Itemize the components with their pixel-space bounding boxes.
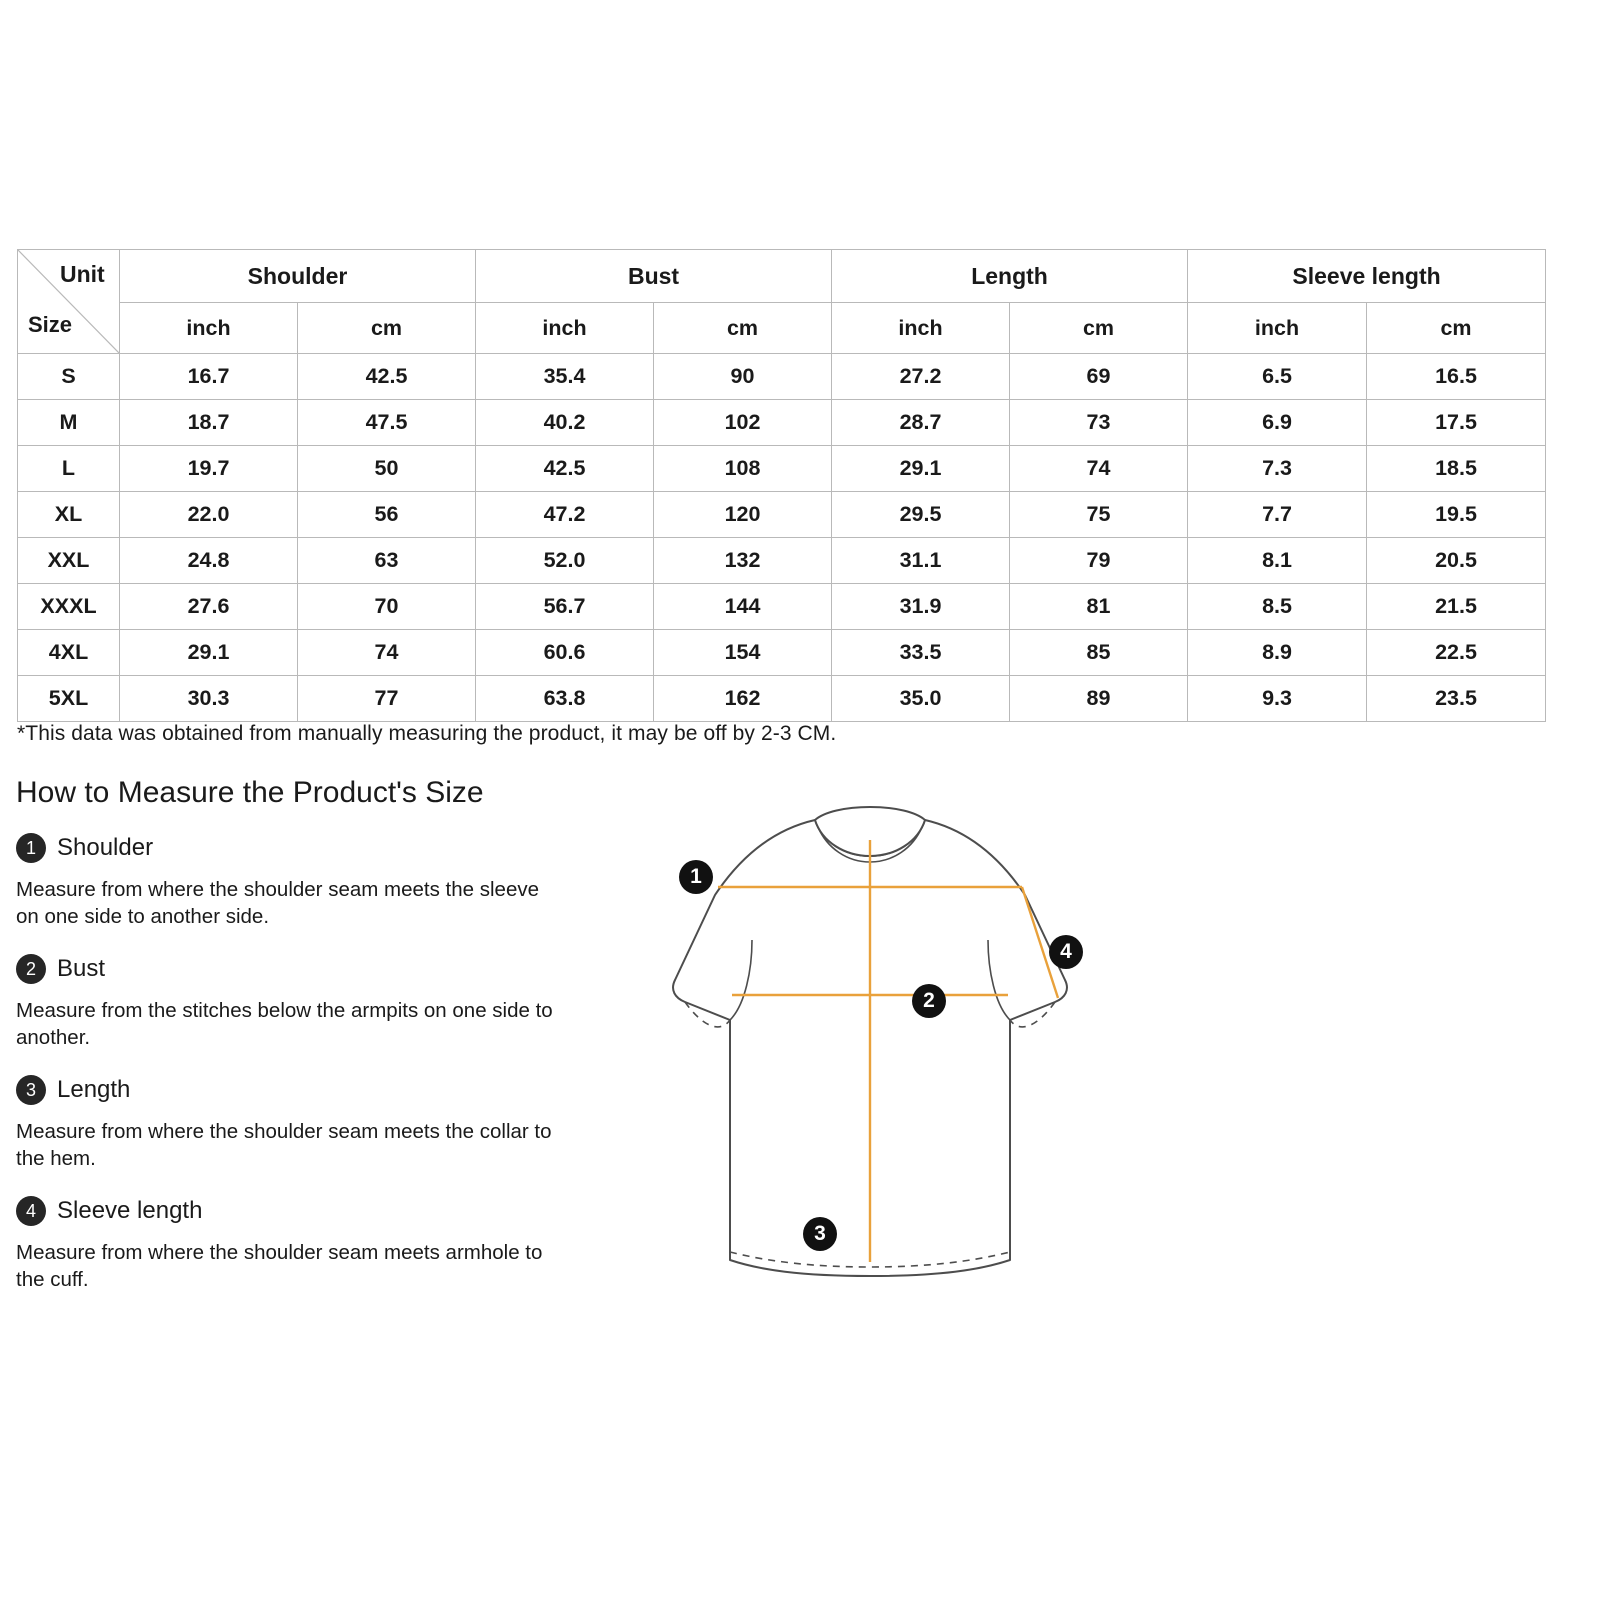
cell: 7.7 bbox=[1188, 492, 1367, 538]
step-number-badge: 3 bbox=[16, 1075, 46, 1105]
cell: 22.0 bbox=[120, 492, 298, 538]
cell: 73 bbox=[1010, 400, 1188, 446]
step-header bbox=[16, 954, 576, 984]
cell: 74 bbox=[1010, 446, 1188, 492]
cell: 154 bbox=[654, 630, 832, 676]
subheader-shoulder-cm: cm bbox=[298, 303, 476, 354]
cell: 120 bbox=[654, 492, 832, 538]
subheader-bust-cm: cm bbox=[654, 303, 832, 354]
row-size-label: S bbox=[18, 354, 120, 400]
table-row bbox=[18, 584, 1546, 630]
cell: 47.5 bbox=[298, 400, 476, 446]
row-size-label: M bbox=[18, 400, 120, 446]
step-description: Measure from where the shoulder seam meets armhole to the cuff. bbox=[16, 1241, 543, 1292]
cell: 8.5 bbox=[1188, 584, 1367, 630]
cell: 74 bbox=[298, 630, 476, 676]
table-row bbox=[18, 538, 1546, 584]
step-shoulder bbox=[16, 833, 576, 930]
cell: 144 bbox=[654, 584, 832, 630]
subheader-sleeve-cm: cm bbox=[1367, 303, 1546, 354]
group-header-shoulder: Shoulder bbox=[120, 250, 476, 303]
cell: 18.5 bbox=[1367, 446, 1546, 492]
row-size-label: 5XL bbox=[18, 676, 120, 722]
cell: 69 bbox=[1010, 354, 1188, 400]
step-description: Measure from where the shoulder seam meets the sleeve on one side to another side. bbox=[16, 878, 540, 929]
cell: 42.5 bbox=[476, 446, 654, 492]
step-bust bbox=[16, 954, 576, 1051]
step-title: Sleeve length bbox=[57, 1197, 203, 1225]
step-title: Shoulder bbox=[57, 834, 154, 861]
table-row bbox=[18, 400, 1546, 446]
size-label: Size bbox=[28, 312, 73, 337]
cell: 33.5 bbox=[832, 630, 1010, 676]
cell: 63.8 bbox=[476, 676, 654, 722]
cell: 108 bbox=[654, 446, 832, 492]
cell: 29.1 bbox=[120, 630, 298, 676]
cell: 52.0 bbox=[476, 538, 654, 584]
table-header-groups bbox=[18, 250, 1546, 303]
cell: 81 bbox=[1010, 584, 1188, 630]
step-header bbox=[16, 1075, 576, 1105]
cell: 9.3 bbox=[1188, 676, 1367, 722]
cell: 7.3 bbox=[1188, 446, 1367, 492]
tshirt-illustration-icon bbox=[640, 790, 1140, 1310]
table-row bbox=[18, 676, 1546, 722]
cell: 30.3 bbox=[120, 676, 298, 722]
diagram-marker-2: 2 bbox=[912, 984, 946, 1018]
cell: 85 bbox=[1010, 630, 1188, 676]
cell: 132 bbox=[654, 538, 832, 584]
cell: 8.1 bbox=[1188, 538, 1367, 584]
step-number-badge: 1 bbox=[16, 833, 46, 863]
cell: 27.2 bbox=[832, 354, 1010, 400]
subheader-shoulder-inch: inch bbox=[120, 303, 298, 354]
group-header-bust: Bust bbox=[476, 250, 832, 303]
group-header-sleeve-length: Sleeve length bbox=[1188, 250, 1546, 303]
subheader-bust-inch: inch bbox=[476, 303, 654, 354]
diagram-marker-4: 4 bbox=[1049, 935, 1083, 969]
row-size-label: L bbox=[18, 446, 120, 492]
table-row bbox=[18, 492, 1546, 538]
cell: 70 bbox=[298, 584, 476, 630]
cell: 42.5 bbox=[298, 354, 476, 400]
step-number-badge: 4 bbox=[16, 1196, 46, 1226]
step-title: Length bbox=[57, 1076, 131, 1104]
size-chart-table-wrapper bbox=[17, 249, 1545, 722]
subheader-sleeve-inch: inch bbox=[1188, 303, 1367, 354]
unit-label: Unit bbox=[60, 261, 105, 287]
cell: 6.9 bbox=[1188, 400, 1367, 446]
cell: 56.7 bbox=[476, 584, 654, 630]
cell: 18.7 bbox=[120, 400, 298, 446]
measurement-footnote: *This data was obtained from manually measuring the product, it may be off by 2-3 CM. bbox=[17, 722, 837, 745]
cell: 35.0 bbox=[832, 676, 1010, 722]
cell: 16.5 bbox=[1367, 354, 1546, 400]
cell: 60.6 bbox=[476, 630, 654, 676]
step-description: Measure from where the shoulder seam meets the collar to the hem. bbox=[16, 1120, 552, 1171]
row-size-label: XXL bbox=[18, 538, 120, 584]
cell: 102 bbox=[654, 400, 832, 446]
cell: 6.5 bbox=[1188, 354, 1367, 400]
size-chart-table bbox=[17, 249, 1546, 722]
step-length bbox=[16, 1075, 576, 1172]
step-title: Bust bbox=[57, 955, 106, 983]
cell: 77 bbox=[298, 676, 476, 722]
how-to-measure-title: How to Measure the Product's Size bbox=[16, 776, 484, 809]
cell: 19.7 bbox=[120, 446, 298, 492]
cell: 31.9 bbox=[832, 584, 1010, 630]
cell: 35.4 bbox=[476, 354, 654, 400]
row-size-label: XXXL bbox=[18, 584, 120, 630]
table-row bbox=[18, 630, 1546, 676]
cell: 17.5 bbox=[1367, 400, 1546, 446]
cell: 20.5 bbox=[1367, 538, 1546, 584]
cell: 23.5 bbox=[1367, 676, 1546, 722]
cell: 50 bbox=[298, 446, 476, 492]
diagram-marker-1: 1 bbox=[679, 860, 713, 894]
cell: 28.7 bbox=[832, 400, 1010, 446]
cell: 89 bbox=[1010, 676, 1188, 722]
cell: 79 bbox=[1010, 538, 1188, 584]
row-size-label: 4XL bbox=[18, 630, 120, 676]
cell: 56 bbox=[298, 492, 476, 538]
step-header bbox=[16, 1196, 576, 1226]
cell: 16.7 bbox=[120, 354, 298, 400]
cell: 19.5 bbox=[1367, 492, 1546, 538]
cell: 29.1 bbox=[832, 446, 1010, 492]
step-header bbox=[16, 833, 576, 863]
cell: 21.5 bbox=[1367, 584, 1546, 630]
table-row bbox=[18, 446, 1546, 492]
cell: 22.5 bbox=[1367, 630, 1546, 676]
group-header-length: Length bbox=[832, 250, 1188, 303]
cell: 162 bbox=[654, 676, 832, 722]
cell: 29.5 bbox=[832, 492, 1010, 538]
cell: 63 bbox=[298, 538, 476, 584]
table-row bbox=[18, 354, 1546, 400]
cell: 27.6 bbox=[120, 584, 298, 630]
cell: 40.2 bbox=[476, 400, 654, 446]
subheader-length-inch: inch bbox=[832, 303, 1010, 354]
how-to-measure-steps bbox=[16, 833, 576, 1317]
table-header-units bbox=[18, 303, 1546, 354]
step-number-badge: 2 bbox=[16, 954, 46, 984]
table-corner-cell bbox=[18, 250, 120, 354]
cell: 75 bbox=[1010, 492, 1188, 538]
cell: 47.2 bbox=[476, 492, 654, 538]
cell: 8.9 bbox=[1188, 630, 1367, 676]
step-sleeve-length bbox=[16, 1196, 576, 1293]
cell: 90 bbox=[654, 354, 832, 400]
cell: 24.8 bbox=[120, 538, 298, 584]
tshirt-measurement-diagram bbox=[640, 790, 1140, 1310]
step-description: Measure from the stitches below the armpits on one side to another. bbox=[16, 999, 553, 1050]
subheader-length-cm: cm bbox=[1010, 303, 1188, 354]
diagram-marker-3: 3 bbox=[803, 1217, 837, 1251]
cell: 31.1 bbox=[832, 538, 1010, 584]
row-size-label: XL bbox=[18, 492, 120, 538]
